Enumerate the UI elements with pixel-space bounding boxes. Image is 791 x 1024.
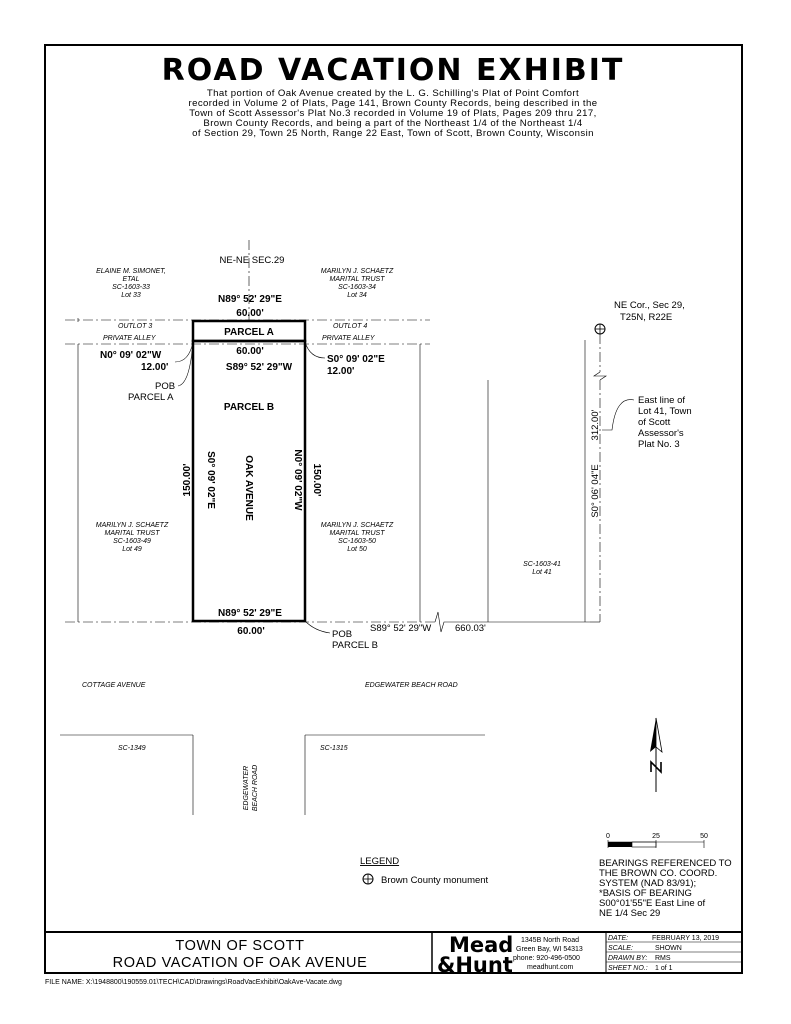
private-alley-label: PRIVATE ALLEY: [322, 335, 375, 342]
pob-a-label: PARCEL A: [128, 392, 174, 403]
svg-text:meadhunt.com: meadhunt.com: [527, 964, 574, 971]
sc-1349-label: SC-1349: [118, 745, 146, 752]
svg-text:MARILYN J. SCHAETZ: MARILYN J. SCHAETZ: [320, 522, 394, 529]
scale-tick: 25: [652, 833, 660, 840]
break-symbol: [594, 372, 606, 380]
pob-a-label: POB: [155, 381, 176, 392]
field-sheet-label: SHEET NO.:: [608, 965, 648, 972]
svg-text:THE BROWN CO. COORD.: THE BROWN CO. COORD.: [599, 868, 718, 879]
svg-text:of Scott: of Scott: [638, 417, 671, 428]
leader-line: [305, 621, 330, 633]
svg-text:Lot 41, Town: Lot 41, Town: [638, 406, 692, 417]
bottom-distance: 60.00': [237, 626, 265, 637]
owner-lot-49: [96, 522, 169, 553]
scale-tick: 0: [606, 833, 610, 840]
east-bearing: S0° 06' 04"E: [590, 464, 601, 518]
owner-lot-50: [321, 522, 394, 553]
svg-text:Lot 34: Lot 34: [347, 292, 367, 299]
edgewater-vertical-label: BEACH ROAD: [252, 764, 259, 812]
svg-text:&Hunt: &Hunt: [437, 953, 513, 977]
svg-text:phone: 920-496-0500: phone: 920-496-0500: [513, 955, 580, 962]
svg-text:1345B North Road: 1345B North Road: [521, 937, 579, 944]
right-a-distance: 12.00': [327, 366, 355, 377]
edgewater-vertical-label: EDGEWATER: [243, 765, 250, 811]
svg-text:SC-1603-33: SC-1603-33: [112, 284, 150, 291]
svg-text:ETAL: ETAL: [122, 276, 140, 283]
svg-text:S00°01'55"E East Line of: S00°01'55"E East Line of: [599, 898, 706, 909]
description-line: recorded in Volume 2 of Plats, Page 141, Brown County Records, being described in the: [188, 98, 598, 109]
svg-text:Lot 41: Lot 41: [532, 569, 552, 576]
bearings-note: [599, 858, 732, 919]
field-drawn-value: RMS: [655, 955, 671, 962]
description-line: of Section 29, Town 25 North, Range 22 East, Town of Scott, Brown County, Wisconsin: [192, 128, 594, 139]
svg-text:Lot 49: Lot 49: [122, 546, 142, 553]
left-b-bearing: S0° 09' 02"E: [205, 451, 216, 509]
description-line: Town of Scott Assessor's Plat No.3 recorded in Volume 19 of Plats, Pages 209 thru 217,: [189, 108, 597, 119]
east-line-note: [638, 395, 692, 450]
svg-text:SC-1603-49: SC-1603-49: [113, 538, 151, 545]
field-sheet-value: 1 of 1: [655, 965, 673, 972]
right-b-bearing: N0° 09' 02"W: [292, 449, 303, 511]
left-b-distance: 150.00': [182, 463, 193, 497]
quarter-label: NE-NE SEC.29: [219, 255, 285, 266]
right-a-bearing: S0° 09' 02"E: [327, 354, 385, 365]
oak-avenue-label: OAK AVENUE: [243, 455, 254, 521]
left-a-bearing: N0° 09' 02"W: [100, 350, 162, 361]
graphic-scale: [608, 840, 704, 848]
scale-tick: 50: [700, 833, 708, 840]
svg-text:Mead: Mead: [449, 933, 514, 957]
monument-icon: [363, 874, 373, 884]
owner-lot-34: [321, 268, 394, 299]
owner-lot-41: [523, 561, 561, 576]
outlot-4-label: OUTLOT 4: [333, 323, 368, 330]
leader-line: [178, 341, 193, 386]
parcel-b-label: PARCEL B: [223, 402, 275, 413]
pob-b-label: POB: [332, 629, 353, 640]
svg-text:BEARINGS REFERENCED TO: BEARINGS REFERENCED TO: [599, 858, 732, 869]
svg-text:MARITAL TRUST: MARITAL TRUST: [329, 530, 385, 537]
ne-corner-label: NE Cor., Sec 29,: [614, 300, 685, 311]
field-scale-value: SHOWN: [655, 945, 682, 952]
left-a-distance: 12.00': [141, 362, 169, 373]
svg-text:East line of: East line of: [638, 395, 685, 406]
legend-item: Brown County monument: [381, 875, 489, 886]
east-distance: 312.00': [590, 409, 601, 441]
exhibit-title: ROAD VACATION EXHIBIT: [161, 53, 625, 88]
bottom-bearing: N89° 52' 29"E: [218, 608, 282, 619]
parcel-a-label: PARCEL A: [224, 327, 274, 338]
svg-text:MARILYN J. SCHAETZ: MARILYN J. SCHAETZ: [95, 522, 169, 529]
ne-corner-label: T25N, R22E: [620, 312, 673, 323]
description-line: That portion of Oak Avenue created by the L. G. Schilling's Plat of Point Comfort: [206, 88, 580, 99]
svg-text:SC-1603-50: SC-1603-50: [338, 538, 376, 545]
svg-text:SC-1603-41: SC-1603-41: [523, 561, 561, 568]
monument-icon: [595, 324, 605, 334]
field-scale-label: SCALE:: [608, 945, 633, 952]
svg-text:Plat No. 3: Plat No. 3: [638, 439, 680, 450]
mead-hunt-logo: [437, 933, 513, 977]
top-distance: 60.00': [236, 308, 264, 319]
svg-text:NE 1/4 Sec 29: NE 1/4 Sec 29: [599, 908, 661, 919]
top-bearing: N89° 52' 29"E: [218, 294, 282, 305]
leader-line: [602, 400, 634, 430]
company-address: [513, 937, 583, 971]
svg-text:MARILYN J. SCHAETZ: MARILYN J. SCHAETZ: [320, 268, 394, 275]
field-date-value: FEBRUARY 13, 2019: [652, 935, 720, 942]
owner-lot-33: [96, 268, 166, 299]
pob-b-label: PARCEL B: [332, 640, 378, 651]
file-name: FILE NAME: X:\1948800\190559.01\TECH\CAD\Drawings\RoadVacExhibit\OakAve-Vacate.dwg: [45, 979, 342, 986]
mid-bearing: S89° 52' 29"W: [225, 362, 293, 373]
svg-text:Lot 50: Lot 50: [347, 546, 367, 553]
outlot-3-label: OUTLOT 3: [118, 323, 153, 330]
leader-line: [305, 342, 325, 358]
leader-line: [175, 342, 193, 362]
edgewater-road-label: EDGEWATER BEACH ROAD: [365, 682, 458, 689]
svg-text:ELAINE M. SIMONET,: ELAINE M. SIMONET,: [96, 268, 166, 275]
title-block-line1: TOWN OF SCOTT: [175, 938, 305, 954]
sc-1315-label: SC-1315: [320, 745, 348, 752]
private-alley-label: PRIVATE ALLEY: [103, 335, 156, 342]
svg-text:*BASIS OF BEARING: *BASIS OF BEARING: [599, 888, 692, 899]
north-arrow-icon: [650, 718, 662, 792]
sheet-border: [45, 45, 742, 973]
svg-text:Lot 33: Lot 33: [121, 292, 141, 299]
field-date-label: DATE:: [608, 935, 629, 942]
legend-title: LEGEND: [360, 856, 400, 867]
field-drawn-label: DRAWN BY:: [608, 955, 648, 962]
title-block-line2: ROAD VACATION OF OAK AVENUE: [112, 955, 368, 971]
svg-text:MARITAL TRUST: MARITAL TRUST: [329, 276, 385, 283]
description-line: Brown County Records, and being a part of the Northeast 1/4 of the Northeast 1/4: [203, 118, 583, 129]
south-line-bearing: S89° 52' 29"W: [370, 623, 432, 634]
svg-text:SYSTEM (NAD 83/91);: SYSTEM (NAD 83/91);: [599, 878, 697, 889]
svg-text:MARITAL TRUST: MARITAL TRUST: [104, 530, 160, 537]
svg-text:SC-1603-34: SC-1603-34: [338, 284, 376, 291]
south-line-distance: 660.03': [455, 623, 486, 634]
right-b-distance: 150.00': [311, 463, 322, 497]
svg-text:Green Bay, WI 54313: Green Bay, WI 54313: [516, 946, 583, 953]
mid-distance: 60.00': [236, 346, 264, 357]
svg-text:Assessor's: Assessor's: [638, 428, 684, 439]
cottage-avenue-label: COTTAGE AVENUE: [82, 682, 146, 689]
